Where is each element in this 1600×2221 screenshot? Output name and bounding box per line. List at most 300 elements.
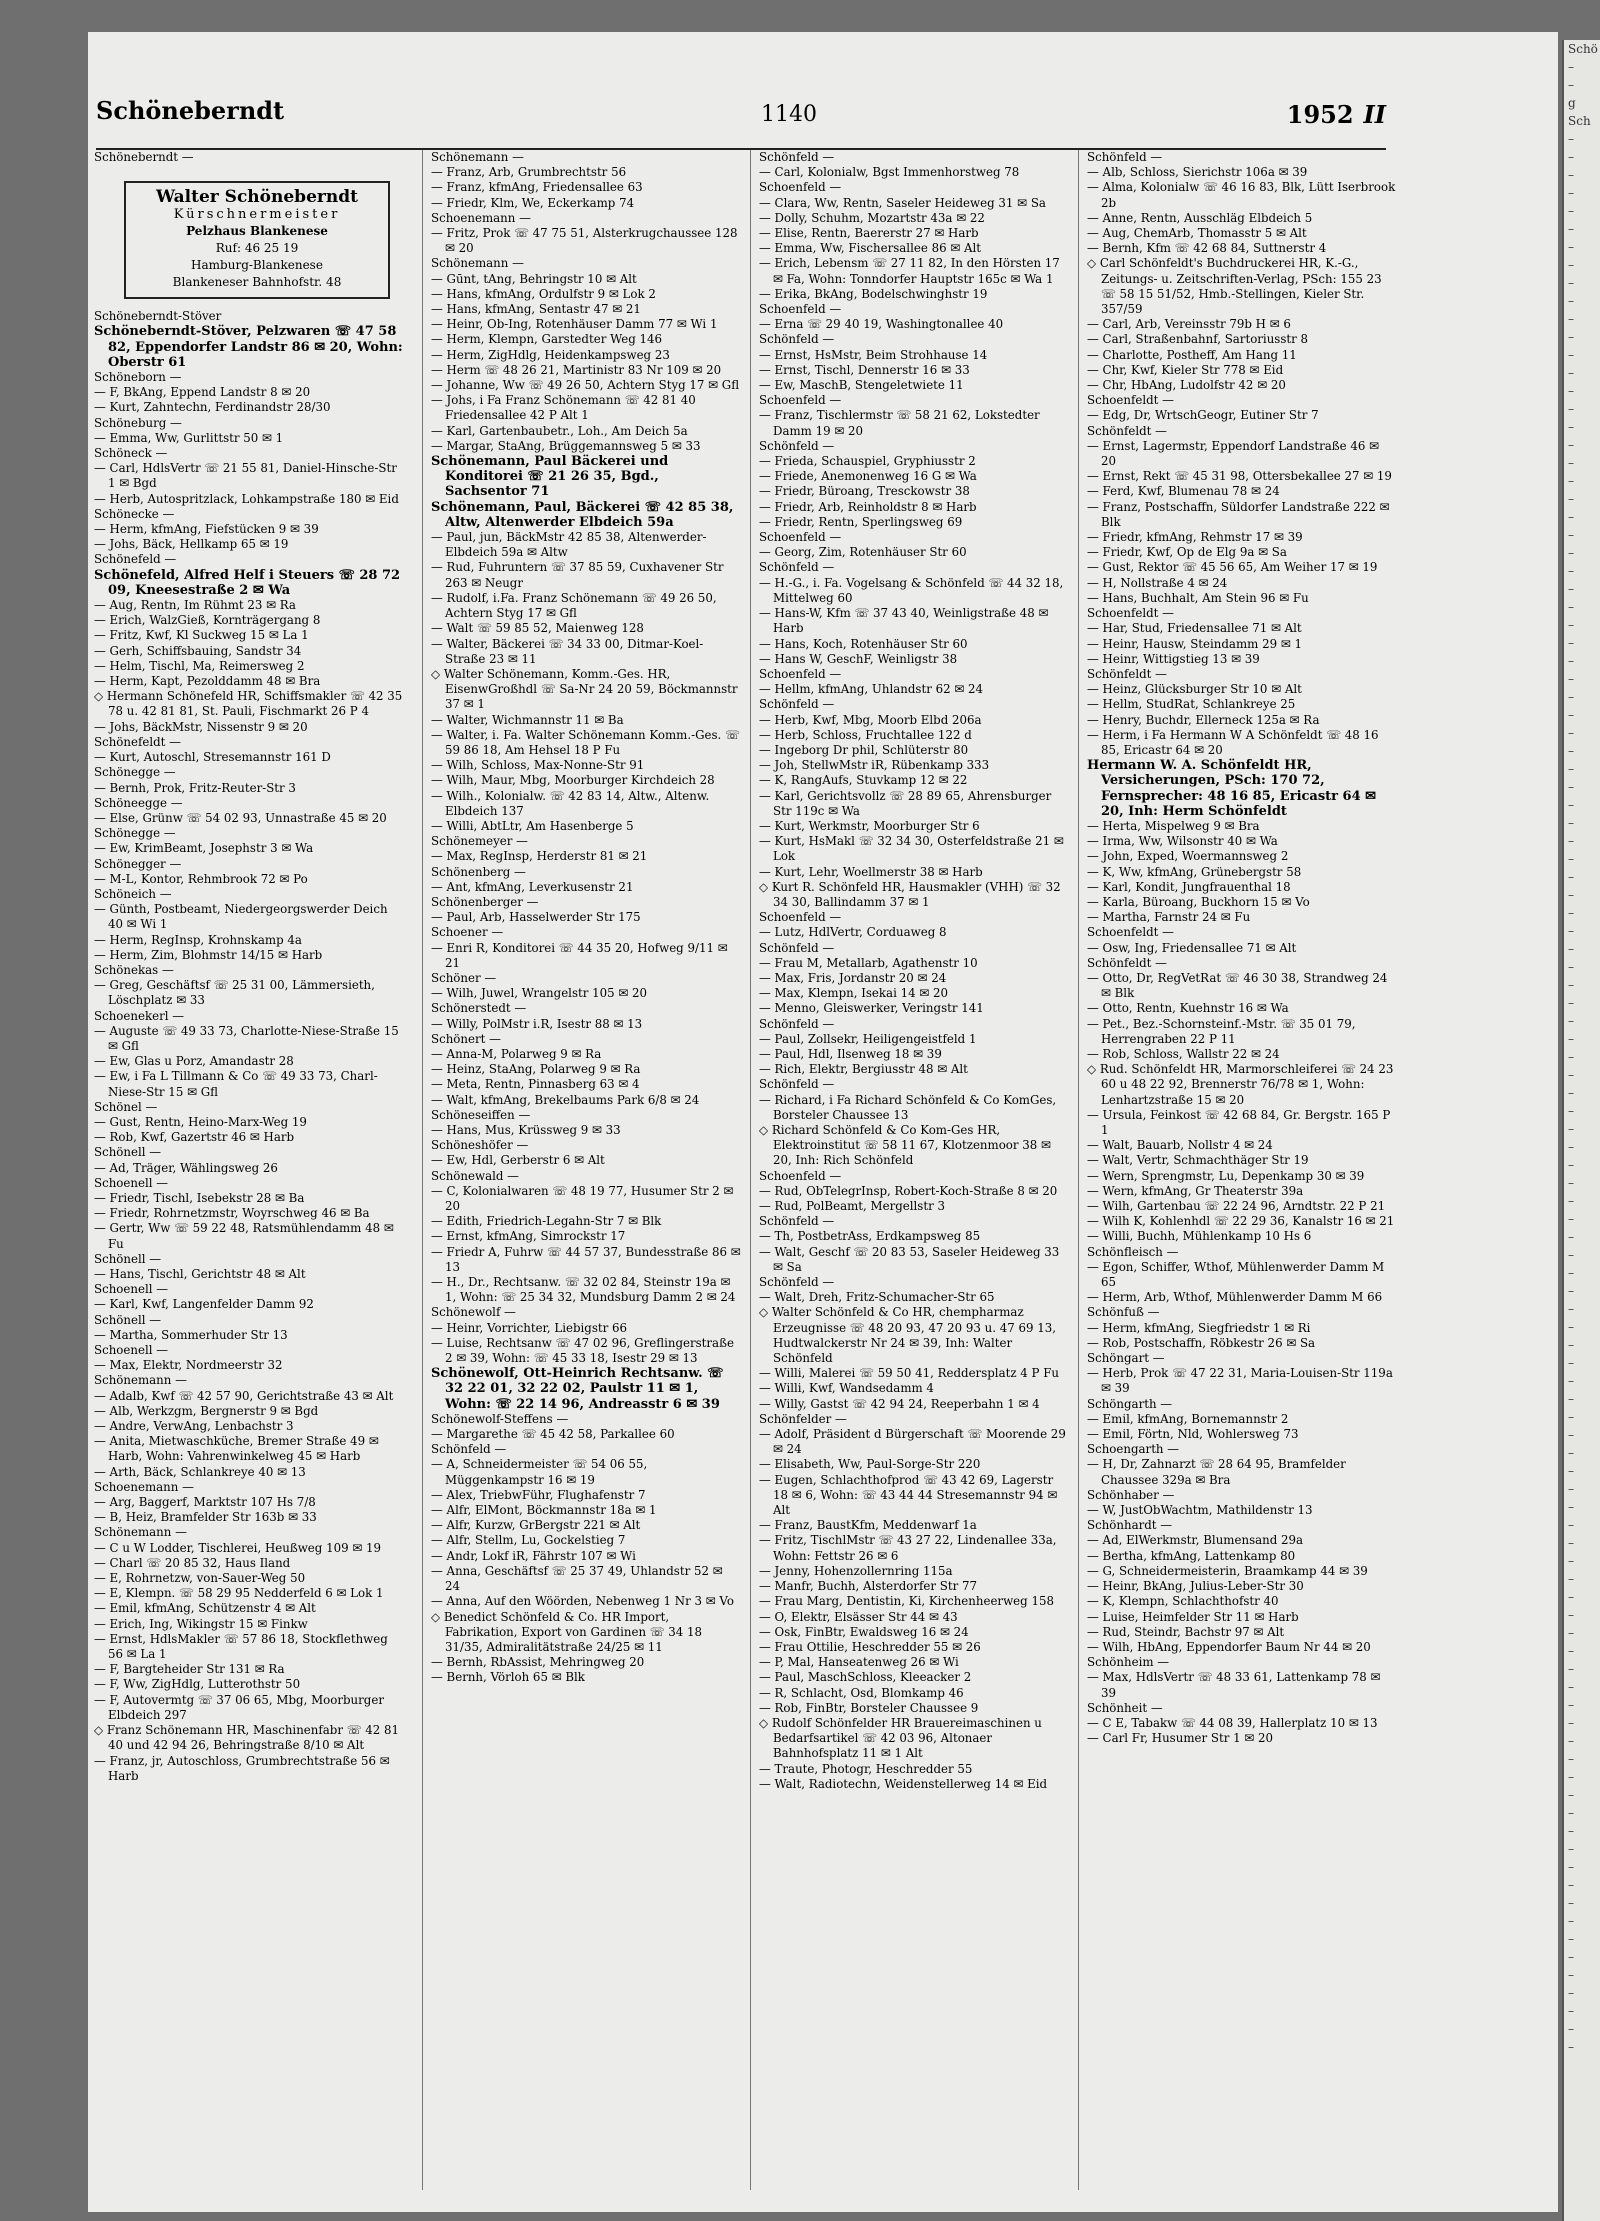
directory-entry: — Walt, Radiotechn, Weidenstellerweg 14 ✉ Eid — [759, 1776, 1048, 1791]
edge-fragment: – — [1568, 1302, 1574, 1316]
edge-fragment: – — [1568, 618, 1574, 632]
edge-fragment: – — [1568, 1554, 1574, 1568]
advertisement-box — [124, 181, 390, 299]
directory-entry: — Hellm, kfmAng, Uhlandstr 62 ✉ 24 — [759, 682, 984, 697]
directory-entry: — Heinr, BkAng, Julius-Leber-Str 30 — [1087, 1579, 1304, 1594]
edge-fragment: – — [1568, 888, 1574, 902]
directory-entry: — Rich, Elektr, Bergiusstr 48 ✉ Alt — [759, 1062, 968, 1077]
directory-entry: — Franz, Tischlermstr ☏ 58 21 62, Lokstedter Damm 19 ✉ 20 — [759, 408, 1040, 438]
directory-entry: — Hans, Tischl, Gerichtstr 48 ✉ Alt — [94, 1267, 306, 1281]
directory-entry: Schönegge — — [94, 826, 176, 841]
directory-entry: Schönfeld — — [759, 1214, 835, 1229]
directory-entry: — Ursula, Feinkost ☏ 42 68 84, Gr. Bergstr. 165 P 1 — [1087, 1107, 1391, 1137]
directory-entry: — Hans, Mus, Krüssweg 9 ✉ 33 — [431, 1123, 621, 1137]
directory-entry: — Willi, Malerei ☏ 59 50 41, Reddersplatz 4 P Fu — [759, 1366, 1060, 1381]
directory-entry: Schönell — — [94, 1312, 162, 1327]
directory-entry: — Walter, i. Fa. Walter Schönemann Komm.-Ges. ☏ 59 86 18, Am Hehsel 18 P Fu — [431, 727, 740, 757]
directory-entry: — Frau M, Metallarb, Agathenstr 10 — [759, 955, 978, 970]
directory-entry: — Osk, FinBtr, Ewaldsweg 16 ✉ 24 — [759, 1624, 969, 1639]
edge-fragment: – — [1568, 240, 1574, 254]
directory-entry: — Ad, Träger, Wählingsweg 26 — [94, 1160, 278, 1175]
directory-entry: — Herb, Kwf, Mbg, Moorb Elbd 206a — [759, 712, 982, 727]
edge-fragment: – — [1568, 348, 1574, 362]
directory-entry: — Gūnt, tAng, Behringstr 10 ✉ Alt — [431, 271, 637, 286]
directory-entry: — Egon, Schiffer, Wthof, Mühlenwerder Damm M 65 — [1087, 1259, 1385, 1290]
directory-entry: Schoengarth — — [1087, 1442, 1180, 1457]
directory-entry: — Kurt, Werkmstr, Moorburger Str 6 — [759, 818, 980, 833]
directory-entry: — Heinr, Vorrichter, Liebigstr 66 — [431, 1320, 628, 1335]
directory-entry: — Franz, jr, Autoschloss, Grumbrechtstraße 56 ✉ Harb — [94, 1753, 390, 1783]
directory-entry: ◇ Kurt R. Schönfeld HR, Hausmakler (VHH) ☏ 32 34 30, Ballindamm 37 ✉ 1 — [759, 879, 1061, 909]
edge-fragment: – — [1568, 492, 1574, 506]
directory-entry: — Emil, kfmAng, Schützenstr 4 ✉ Alt — [94, 1601, 316, 1616]
edge-fragment: – — [1568, 726, 1574, 740]
directory-entry: — Herm, Arb, Wthof, Mühlenwerder Damm M 66 — [1087, 1290, 1383, 1305]
directory-entry: — Ew, i Fa L Tillmann & Co ☏ 49 33 73, Charl-Niese-Str 15 ✉ Gfl — [94, 1069, 378, 1099]
directory-entry: — Ingeborg Dr phil, Schlüterstr 80 — [759, 742, 969, 757]
edge-fragment: – — [1568, 1878, 1574, 1892]
running-head-title: Schöneberndt — [96, 96, 285, 125]
directory-entry: — Herm, RegInsp, Krohnskamp 4a — [94, 932, 302, 947]
directory-entry: — Charl ☏ 20 85 32, Haus Iland — [94, 1555, 291, 1570]
directory-entry: — Herta, Mispelweg 9 ✉ Bra — [1087, 818, 1260, 833]
directory-entry: — F, BkAng, Eppend Landstr 8 ✉ 20 — [94, 385, 311, 400]
directory-entry: — Otto, Rentn, Kuehnstr 16 ✉ Wa — [1087, 1001, 1289, 1016]
directory-entry: Schönfeld — — [759, 1016, 835, 1031]
directory-entry: — Henry, Buchdr, Ellerneck 125a ✉ Ra — [1087, 712, 1320, 727]
directory-entry: — Martha, Farnstr 24 ✉ Fu — [1087, 910, 1251, 925]
directory-entry: Schönewolf, Ott-Heinrich Rechtsanw. ☏ 32 22 01, 32 22 02, Paulstr 11 ✉ 1, Wohn: ☏ 22 14 96, Andreasstr 6 ✉ 39 — [431, 1366, 724, 1412]
directory-entry: — Alfr, ElMont, Böckmannstr 18a ✉ 1 — [431, 1503, 657, 1518]
directory-entry: — Chr, HbAng, Ludolfstr 42 ✉ 20 — [1087, 378, 1286, 393]
directory-entry: — Wern, kfmAng, Gr Theaterstr 39a — [1087, 1183, 1304, 1198]
directory-entry: — Wilh., Kolonialw. ☏ 42 83 14, Altw., Altenw. Elbdeich 137 — [431, 788, 710, 818]
edge-fragment: – — [1568, 1824, 1574, 1838]
edge-fragment: – — [1568, 1518, 1574, 1532]
directory-entry: — Hans, Koch, Rotenhäuser Str 60 — [759, 636, 968, 651]
edge-fragment: – — [1568, 1896, 1574, 1910]
edge-fragment: – — [1568, 1806, 1574, 1820]
edge-fragment: – — [1568, 1194, 1574, 1208]
directory-entry: Schöneberndt-Stöver, Pelzwaren ☏ 47 58 82, Eppendorfer Landstr 86 ✉ 20, Wohn: Oberstr 61 — [94, 324, 403, 370]
directory-entry: — Menno, Gleiswerker, Veringstr 141 — [759, 1001, 984, 1016]
directory-entry: — Ernst, Tischl, Dennerstr 16 ✉ 33 — [759, 362, 970, 377]
directory-entry: — Pet., Bez.-Schornsteinf.-Mstr. ☏ 35 01 79, Herrengraben 22 P 11 — [1087, 1016, 1356, 1046]
directory-entry: — Friedr, Kwf, Op de Elg 9a ✉ Sa — [1087, 545, 1287, 560]
directory-entry: — Th, PostbetrAss, Erdkampsweg 85 — [759, 1229, 981, 1244]
directory-entry: Schoenekerl — — [94, 1008, 185, 1023]
column-3 — [750, 150, 1069, 2190]
edge-fragment: – — [1568, 690, 1574, 704]
directory-entry: Schönell — — [94, 1145, 162, 1160]
directory-entry: — Wern, Sprengmstr, Lu, Depenkamp 30 ✉ 39 — [1087, 1168, 1365, 1183]
edge-fragment: – — [1568, 456, 1574, 470]
directory-entry: Schoenell — — [94, 1343, 169, 1358]
directory-entry: — Max, RegInsp, Herderstr 81 ✉ 21 — [431, 849, 648, 864]
directory-entry: Schönfeld — — [1087, 150, 1163, 164]
directory-entry: — F, Ww, ZigHdlg, Lutterothstr 50 — [94, 1677, 301, 1692]
directory-entry: — E, Klempn. ☏ 58 29 95 Nedderfeld 6 ✉ Lok 1 — [94, 1586, 384, 1601]
directory-entry: — B, Heiz, Bramfelder Str 163b ✉ 33 — [94, 1510, 317, 1525]
directory-entry: — Alex, TriebwFühr, Flughafenstr 7 — [431, 1487, 646, 1502]
directory-entry: Schoenfeldt — — [1087, 925, 1174, 940]
directory-entry: Schoenfeld — — [759, 910, 842, 925]
directory-entry: — Friedr, Rohrnetzmstr, Woyrschweg 46 ✉ Ba — [94, 1206, 370, 1221]
directory-entry: Schönfeld — — [759, 1275, 835, 1290]
edge-fragment: – — [1568, 1734, 1574, 1748]
edge-fragment: – — [1568, 1122, 1574, 1136]
directory-entry: — Kurt, Lehr, Woellmerstr 38 ✉ Harb — [759, 864, 983, 879]
directory-entry: — Paul, Arb, Hasselwerder Str 175 — [431, 910, 641, 925]
edge-fragment: – — [1568, 582, 1574, 596]
directory-entry: ◇ Walter Schönemann, Komm.-Ges. HR, EisenwGroßhdl ☏ Sa-Nr 24 20 59, Böckmannstr 37 ✉ 1 — [431, 666, 738, 712]
edge-fragment: – — [1568, 1050, 1574, 1064]
directory-entry: Schönfeld — — [759, 150, 835, 164]
edge-fragment: – — [1568, 654, 1574, 668]
directory-entry: Schoenemann — — [94, 1479, 194, 1494]
directory-entry: — Anna, Auf den Wöörden, Nebenweg 1 Nr 3 ✉ Vo — [431, 1594, 734, 1609]
directory-entry: Schönewolf — — [431, 1305, 516, 1320]
edge-fragment: – — [1568, 1410, 1574, 1424]
edge-fragment: – — [1568, 78, 1574, 92]
directory-entry: — Wilh, Maur, Mbg, Moorburger Kirchdeich 28 — [431, 773, 715, 788]
directory-entry: — Irma, Ww, Wilsonstr 40 ✉ Wa — [1087, 834, 1278, 849]
directory-entry: — Heinz, Glücksburger Str 10 ✉ Alt — [1087, 682, 1302, 697]
directory-entry: — Har, Stud, Friedensallee 71 ✉ Alt — [1087, 621, 1302, 636]
edge-fragment: – — [1568, 708, 1574, 722]
edition-volume: II — [1363, 100, 1386, 129]
edition-year: 1952 — [1286, 100, 1354, 129]
edge-fragment: – — [1568, 852, 1574, 866]
directory-entry: — P, Mal, Hanseatenweg 26 ✉ Wi — [759, 1655, 959, 1670]
edge-fragment: – — [1568, 222, 1574, 236]
ad-name: Walter Schöneberndt — [156, 187, 358, 208]
directory-entry: — Traute, Photogr, Heschredder 55 — [759, 1761, 973, 1776]
edge-fragment: – — [1568, 870, 1574, 884]
directory-entry: — Arg, Baggerf, Marktstr 107 Hs 7/8 — [94, 1495, 316, 1510]
directory-entry: — Herm, Klempn, Garstedter Weg 146 — [431, 332, 663, 347]
directory-entry: Schönfeld — — [759, 697, 835, 712]
directory-entry: Schönekas — — [94, 962, 174, 977]
directory-entry: — K, Klempn, Schlachthofstr 40 — [1087, 1594, 1279, 1609]
directory-entry: Schöneegge — — [94, 795, 183, 810]
directory-entry: — Hans, kfmAng, Ordulfstr 9 ✉ Lok 2 — [431, 286, 656, 301]
directory-entry: — Bernh, Vörloh 65 ✉ Blk — [431, 1670, 585, 1685]
edge-fragment: – — [1568, 1626, 1574, 1640]
edge-fragment: – — [1568, 978, 1574, 992]
directory-entry: — Fritz, TischlMstr ☏ 43 27 22, Lindenallee 33a, Wohn: Fettstr 26 ✉ 6 — [759, 1533, 1057, 1563]
directory-entry: Schönefeld — — [94, 552, 177, 567]
directory-entry: — Frieda, Schauspiel, Gryphiusstr 2 — [759, 454, 976, 469]
directory-entry: — Emma, Ww, Fischersallee 86 ✉ Alt — [759, 241, 981, 256]
edge-fragment: – — [1568, 1500, 1574, 1514]
directory-entry: — Adolf, Präsident d Bürgerschaft ☏ Moorende 29 ✉ 24 — [759, 1427, 1066, 1457]
directory-entry: Schoenell — — [94, 1175, 169, 1190]
edge-fragment: – — [1568, 1932, 1574, 1946]
directory-entry: — Herm, kfmAng, Fiefstücken 9 ✉ 39 — [94, 522, 319, 537]
directory-entry: Schönfeldt — — [1087, 955, 1167, 970]
directory-entry: — Franz, kfmAng, Friedensallee 63 — [431, 180, 643, 195]
directory-entry: — Johs, BäckMstr, Nissenstr 9 ✉ 20 — [94, 719, 308, 734]
directory-entry: — Ernst, HdlsMakler ☏ 57 86 18, Stockflethweg 56 ✉ La 1 — [94, 1631, 388, 1662]
directory-entry: Schönemann — — [94, 1525, 187, 1540]
directory-entry: — Walt, Vertr, Schmachthäger Str 19 — [1087, 1153, 1309, 1168]
directory-entry: — Wilh K, Kohlenhdl ☏ 22 29 36, Kanalstr 16 ✉ 21 — [1087, 1214, 1395, 1229]
directory-entry: — Hans-W, Kfm ☏ 37 43 40, Weinligstraße 48 ✉ Harb — [759, 606, 1049, 636]
directory-entry: — Rob, FinBtr, Borsteler Chaussee 9 — [759, 1700, 979, 1715]
directory-entry: Schönefeld, Alfred Helf i Steuers ☏ 28 72 09, Kneesestraße 2 ✉ Wa — [94, 567, 401, 598]
directory-entry: Schönfeld — — [759, 1077, 835, 1092]
edge-fragment: – — [1568, 1032, 1574, 1046]
directory-entry: — Herm, i Fa Hermann W A Schönfeldt ☏ 48 16 85, Ericastr 64 ✉ 20 — [1087, 727, 1379, 757]
edge-fragment: – — [1568, 204, 1574, 218]
edge-fragment: – — [1568, 1374, 1574, 1388]
directory-entry: Schoenfeldt — — [1087, 606, 1174, 621]
edge-fragment: – — [1568, 474, 1574, 488]
directory-entry: — Manfr, Buchh, Alsterdorfer Str 77 — [759, 1579, 977, 1594]
edge-fragment: – — [1568, 186, 1574, 200]
directory-entry: Schönfeld — — [759, 332, 835, 347]
directory-entry: Schönel — — [94, 1099, 158, 1114]
directory-entry: — Herb, Autospritzlack, Lohkampstraße 180 ✉ Eid — [94, 491, 399, 506]
directory-entry: Schöneberndt — — [94, 150, 194, 164]
directory-entry: — Richard, i Fa Richard Schönfeld & Co KomGes, Borsteler Chaussee 13 — [759, 1092, 1057, 1122]
edge-fragment: – — [1568, 1176, 1574, 1190]
edge-fragment: – — [1568, 924, 1574, 938]
directory-entry: — Ew, Glas u Porz, Amandastr 28 — [94, 1054, 294, 1069]
directory-entry: — Fritz, Prok ☏ 47 75 51, Alsterkrugchaussee 128 ✉ 20 — [431, 226, 738, 256]
directory-entry: — Max, HdlsVertr ☏ 48 33 61, Lattenkamp 78 ✉ 39 — [1087, 1670, 1381, 1700]
directory-entry: Schönfeldt — — [1087, 666, 1167, 681]
edge-fragment: – — [1568, 438, 1574, 452]
ad-line-3: Hamburg-Blankenese — [191, 258, 323, 273]
directory-entry: — O, Elektr, Elsässer Str 44 ✉ 43 — [759, 1609, 958, 1624]
directory-entry: — Paul, MaschSchloss, Kleeacker 2 — [759, 1670, 972, 1685]
directory-entry: — Otto, Dr, RegVetRat ☏ 46 30 38, Strandweg 24 ✉ Blk — [1087, 970, 1388, 1001]
page-header — [96, 78, 1386, 150]
directory-entry: — Ernst, kfmAng, Simrockstr 17 — [431, 1229, 626, 1244]
edge-fragment: – — [1568, 744, 1574, 758]
directory-entry: — H.-G., i. Fa. Vogelsang & Schönfeld ☏ 44 32 18, Mittelweg 60 — [759, 575, 1064, 605]
directory-entry: — F, Autovermtg ☏ 37 06 65, Mbg, Moorburger Elbdeich 297 — [94, 1692, 384, 1722]
directory-entry: — Max, Klempn, Isekai 14 ✉ 20 — [759, 986, 949, 1001]
directory-entry: Schönfeld — — [431, 1442, 507, 1457]
edge-fragment: – — [1568, 798, 1574, 812]
directory-entry: — K, RangAufs, Stuvkamp 12 ✉ 22 — [759, 773, 968, 788]
directory-entry: ◇ Walter Schönfeld & Co HR, chempharmaz Erzeugnisse ☏ 48 20 93, 47 20 93 u. 47 69 13, Hudtwalckerstr Nr 24 ✉ 39, Inh: Walter Schönfeld — [759, 1305, 1057, 1366]
directory-entry: — Rud, Fuhruntern ☏ 37 85 59, Cuxhavener Str 263 ✉ Neugr — [431, 560, 724, 590]
edge-fragment: – — [1568, 1464, 1574, 1478]
directory-entry: — Herm, Kapt, Pezolddamm 48 ✉ Bra — [94, 674, 321, 689]
edge-fragment: – — [1568, 1248, 1574, 1262]
directory-entry: — Willi, Buchh, Mühlenkamp 10 Hs 6 — [1087, 1229, 1312, 1244]
directory-entry: Schönfeld — — [759, 940, 835, 955]
edge-fragment: – — [1568, 1356, 1574, 1370]
directory-entry: — Herb, Prok ☏ 47 22 31, Maria-Louisen-Str 119a ✉ 39 — [1087, 1366, 1393, 1396]
directory-entry: — H, Nollstraße 4 ✉ 24 — [1087, 575, 1228, 590]
directory-entry: — Charlotte, Postheff, Am Hang 11 — [1087, 347, 1297, 362]
directory-entry: — Chr, Kwf, Kieler Str 778 ✉ Eid — [1087, 362, 1284, 377]
directory-entry: — Alfr, Stellm, Lu, Gockelstieg 7 — [431, 1533, 626, 1548]
column-2 — [422, 150, 741, 2190]
directory-entry: Schönheim — — [1087, 1655, 1170, 1670]
edge-fragment: – — [1568, 1212, 1574, 1226]
edge-fragment: Schö — [1568, 42, 1598, 56]
directory-entry: — Aug, Rentn, Im Rühmt 23 ✉ Ra — [94, 598, 296, 613]
directory-entry: Schoenfeld — — [759, 302, 842, 317]
directory-entry: — Paul, Hdl, Ilsenweg 18 ✉ 39 — [759, 1046, 942, 1061]
directory-entry: — Herb, Schloss, Fruchtallee 122 d — [759, 727, 972, 742]
directory-entry: — Ant, kfmAng, Leverkusenstr 21 — [431, 879, 634, 894]
edge-fragment: – — [1568, 294, 1574, 308]
directory-columns — [94, 150, 1394, 2190]
directory-entry: Schoenfeld — — [759, 393, 842, 408]
directory-entry: — Wilh, Gartenbau ☏ 22 24 96, Arndtstr. 22 P 21 — [1087, 1199, 1386, 1214]
directory-entry: Schönemeyer — — [431, 834, 528, 849]
directory-entry: Schönfeld — — [759, 560, 835, 575]
directory-entry: — Emil, kfmAng, Bornemannstr 2 — [1087, 1411, 1289, 1426]
edge-fragment: – — [1568, 258, 1574, 272]
directory-entry: — Wilh, Schloss, Max-Nonne-Str 91 — [431, 758, 645, 773]
directory-entry: Schöneshöfer — — [431, 1138, 529, 1153]
directory-entry: — Alfr, Kurzw, GrBergstr 221 ✉ Alt — [431, 1518, 641, 1533]
edge-fragment: – — [1568, 1608, 1574, 1622]
edge-fragment: – — [1568, 1572, 1574, 1586]
edge-fragment: – — [1568, 1788, 1574, 1802]
edge-fragment: – — [1568, 1284, 1574, 1298]
directory-entry: Schöneseiffen — — [431, 1107, 531, 1122]
directory-entry: — Max, Fris, Jordanstr 20 ✉ 24 — [759, 970, 947, 985]
directory-entry: Hermann W. A. Schönfeldt HR, Versicherungen, PSch: 170 72, Fernsprecher: 48 16 85, Ericastr 64 ✉ 20, Inh: Herm Schönfeldt — [1087, 758, 1377, 819]
directory-entry: — Carl, Kolonialw, Bgst Immenhorstweg 78 — [759, 165, 1020, 180]
directory-entry: — Herm ☏ 48 26 21, Martinistr 83 Nr 109 ✉ 20 — [431, 362, 722, 377]
edge-fragment: – — [1568, 330, 1574, 344]
edge-fragment: – — [1568, 834, 1574, 848]
directory-entry: — Walt, Dreh, Fritz-Schumacher-Str 65 — [759, 1290, 995, 1305]
directory-entry: Schönenberger — — [431, 894, 539, 909]
edge-fragment: – — [1568, 510, 1574, 524]
directory-entry: Schönemann — — [431, 256, 524, 271]
directory-entry: — Edg, Dr, WrtschGeogr, Eutiner Str 7 — [1087, 408, 1319, 423]
directory-entry: — Clara, Ww, Rentn, Saseler Heideweg 31 ✉ Sa — [759, 195, 1046, 210]
directory-entry: — Kurt, Zahntechn, Ferdinandstr 28/30 — [94, 400, 331, 415]
directory-entry: — C E, Tabakw ☏ 44 08 39, Hallerplatz 10 ✉ 13 — [1087, 1715, 1378, 1730]
directory-entry: — Edith, Friedrich-Legahn-Str 7 ✉ Blk — [431, 1214, 662, 1229]
directory-entry: — Auguste ☏ 49 33 73, Charlotte-Niese-Straße 15 ✉ Gfl — [94, 1023, 399, 1053]
directory-entry: — Friedr, Rentn, Sperlingsweg 69 — [759, 514, 963, 529]
edge-fragment: – — [1568, 1716, 1574, 1730]
directory-entry: — Arth, Bäck, Schlankreye 40 ✉ 13 — [94, 1464, 306, 1479]
directory-entry: — Hans, Buchhalt, Am Stein 96 ✉ Fu — [1087, 590, 1309, 605]
directory-entry: — Carl, Straßenbahnf, Sartoriusstr 8 — [1087, 332, 1309, 347]
directory-entry: — Walter, Wichmannstr 11 ✉ Ba — [431, 712, 624, 727]
directory-entry: — E, Rohrnetzw, von-Sauer-Weg 50 — [94, 1571, 306, 1586]
page-number: 1140 — [761, 102, 817, 127]
directory-entry: — Friedr, Arb, Reinholdstr 8 ✉ Harb — [759, 499, 977, 514]
directory-entry: — C, Kolonialwaren ☏ 48 19 77, Husumer Str 2 ✉ 20 — [431, 1183, 734, 1214]
column-1 — [94, 150, 404, 2190]
column-4 — [1078, 150, 1397, 2190]
directory-entry: Schoenfeld — — [759, 1168, 842, 1183]
directory-entry: — Helm, Tischl, Ma, Reimersweg 2 — [94, 658, 305, 673]
directory-entry: — Anita, Mietwaschküche, Bremer Straße 49 ✉ Harb, Wohn: Vahrenwinkelweg 45 ✉ Harb — [94, 1434, 379, 1464]
directory-entry: — Erich, WalzGieß, Kornträgergang 8 — [94, 613, 321, 628]
directory-entry: — Herm, kfmAng, Siegfriedstr 1 ✉ Ri — [1087, 1320, 1311, 1335]
directory-entry: — Emma, Ww, Gurlittstr 50 ✉ 1 — [94, 430, 284, 445]
directory-entry: — Walt ☏ 59 85 52, Maienweg 128 — [431, 621, 644, 636]
directory-entry: — Aug, ChemArb, Thomasstr 5 ✉ Alt — [1087, 226, 1307, 241]
directory-entry: — Ew, MaschB, Stengeletwiete 11 — [759, 378, 964, 393]
edge-fragment: – — [1568, 1104, 1574, 1118]
edge-fragment: – — [1568, 1158, 1574, 1172]
directory-entry: — Meta, Rentn, Pinnasberg 63 ✉ 4 — [431, 1077, 640, 1092]
directory-entry: — Rud, PolBeamt, Mergellstr 3 — [759, 1199, 945, 1214]
directory-entry: — Anne, Rentn, Ausschläg Elbdeich 5 — [1087, 210, 1313, 225]
edge-fragment: – — [1568, 1950, 1574, 1964]
directory-entry: Schönfuß — — [1087, 1305, 1160, 1320]
edge-fragment: – — [1568, 60, 1574, 74]
directory-entry: — Erika, BkAng, Bodelschwinghstr 19 — [759, 286, 988, 301]
directory-entry: — Elise, Rentn, Baererstr 27 ✉ Harb — [759, 226, 979, 241]
edge-fragment: – — [1568, 2022, 1574, 2036]
directory-entry: — F, Bargteheider Str 131 ✉ Ra — [94, 1662, 285, 1677]
directory-entry: — Friedr, Büroang, Tresckowstr 38 — [759, 484, 970, 499]
directory-entry: Schönhardt — — [1087, 1518, 1173, 1533]
directory-entry: — Georg, Zim, Rotenhäuser Str 60 — [759, 545, 967, 560]
edge-fragment: – — [1568, 546, 1574, 560]
directory-entry: ◇ Richard Schönfeld & Co Kom-Ges HR, Elektroinstitut ☏ 58 11 67, Klotzenmoor 38 ✉ 20, Inh: Rich Schönfeld — [759, 1123, 1051, 1168]
directory-entry: — R, Schlacht, Osd, Blomkamp 46 — [759, 1685, 964, 1700]
directory-entry: — Anna-M, Polarweg 9 ✉ Ra — [431, 1046, 602, 1061]
directory-entry: Schönfeldt — — [1087, 423, 1167, 438]
directory-entry: — M-L, Kontor, Rehmbrook 72 ✉ Po — [94, 871, 308, 886]
edition-label — [1287, 100, 1386, 129]
edge-fragment: – — [1568, 1590, 1574, 1604]
directory-entry: — Franz, Postschaffn, Süldorfer Landstraße 222 ✉ Blk — [1087, 499, 1390, 529]
directory-entry: Schoenfeld — — [759, 180, 842, 195]
directory-entry: — Heinr, Wittigstieg 13 ✉ 39 — [1087, 651, 1260, 666]
directory-entry: — Carl, HdlsVertr ☏ 21 55 81, Daniel-Hinsche-Str 1 ✉ Bgd — [94, 461, 397, 491]
directory-entry: — Alma, Kolonialw ☏ 46 16 83, Blk, Lütt Iserbrook 2b — [1087, 180, 1396, 210]
edge-fragment: – — [1568, 1536, 1574, 1550]
directory-entry: ◇ Rud. Schönfeldt HR, Marmorschleiferei ☏ 24 23 60 u 48 22 92, Brennerstr 76/78 ✉ 1, Wohn: Lenhartzstraße 15 ✉ 20 — [1087, 1062, 1394, 1107]
edge-fragment: – — [1568, 1338, 1574, 1352]
directory-entry: ◇ Franz Schönemann HR, Maschinenfabr ☏ 42 81 40 und 42 94 26, Behringstraße 8/10 ✉ Alt — [94, 1723, 399, 1753]
directory-entry: — Osw, Ing, Friedensallee 71 ✉ Alt — [1087, 940, 1297, 955]
directory-entry: — Adalb, Kwf ☏ 42 57 90, Gerichtstraße 43 ✉ Alt — [94, 1388, 394, 1403]
directory-entry: — Willy, PolMstr i.R, Isestr 88 ✉ 13 — [431, 1016, 643, 1031]
directory-entry: ◇ Carl Schönfeldt's Buchdruckerei HR, K.-G., Zeitungs- u. Zeitschriften-Verlag, PSch: 155 23 ☏ 58 15 51/52, Hmb.-Stellingen, Kieler Str. 357/59 — [1087, 256, 1382, 317]
edge-fragment: – — [1568, 1662, 1574, 1676]
edge-fragment: – — [1568, 1428, 1574, 1442]
edge-fragment: – — [1568, 168, 1574, 182]
directory-entry: — Karl, Gerichtsvollz ☏ 28 89 65, Ahrensburger Str 119c ✉ Wa — [759, 788, 1052, 818]
edge-fragment: Sch — [1568, 114, 1591, 128]
directory-entry: Schönhaber — — [1087, 1487, 1175, 1502]
edge-fragment: – — [1568, 384, 1574, 398]
directory-entry: — C u W Lodder, Tischlerei, Heußweg 109 ✉ 19 — [94, 1540, 381, 1555]
directory-entry: — Karl, Kwf, Langenfelder Damm 92 — [94, 1297, 314, 1312]
edge-fragment: – — [1568, 276, 1574, 290]
directory-entry: — Paul, Zollsekr, Heiligengeistfeld 1 — [759, 1031, 977, 1046]
directory-entry: — Friedr A, Fuhrw ☏ 44 57 37, Bundesstraße 86 ✉ 13 — [431, 1244, 741, 1274]
directory-entry: — Frau Marg, Dentistin, Ki, Kirchenheerweg 158 — [759, 1594, 1054, 1609]
edge-fragment: – — [1568, 636, 1574, 650]
directory-entry: — Erich, Ing, Wikingstr 15 ✉ Finkw — [94, 1616, 308, 1631]
directory-entry: — H., Dr., Rechtsanw. ☏ 32 02 84, Steinstr 19a ✉ 1, Wohn: ☏ 25 34 32, Mundsburg Damm 2 ✉ 24 — [431, 1275, 736, 1305]
directory-entry: — Kurt, HsMakl ☏ 32 34 30, Osterfeldstraße 21 ✉ Lok — [759, 834, 1064, 864]
directory-entry: Schöngart — — [1087, 1351, 1165, 1366]
